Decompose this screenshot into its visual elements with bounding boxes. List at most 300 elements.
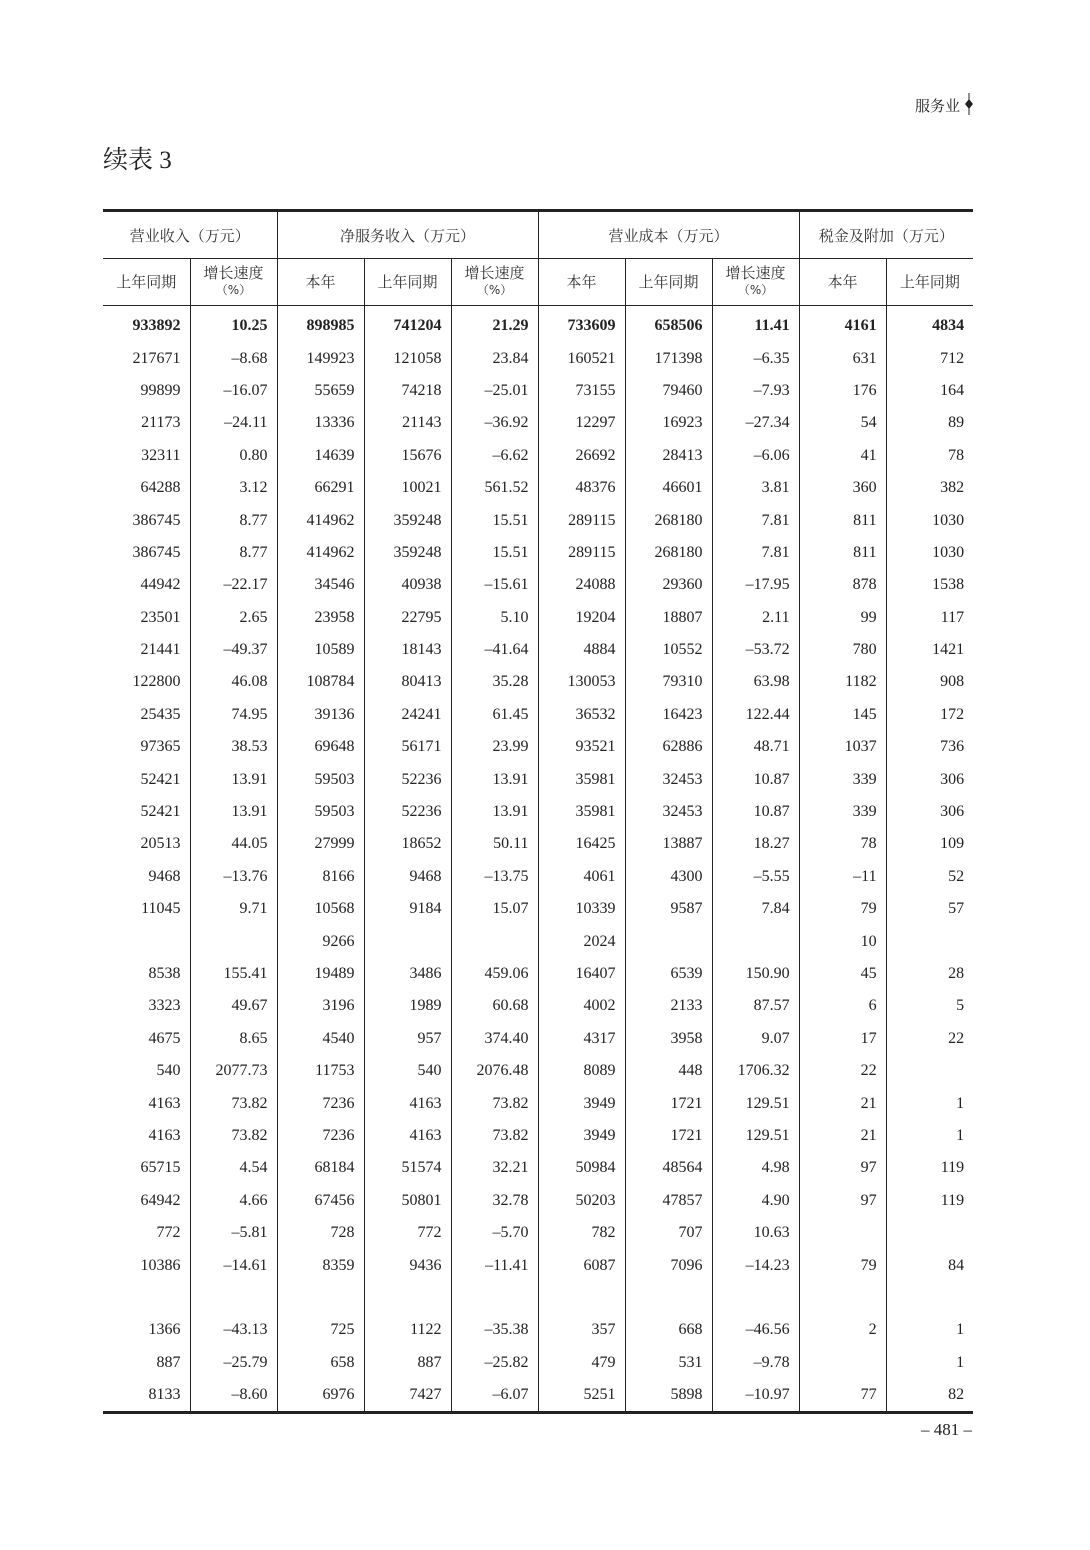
table-cell: 9184 [364, 893, 451, 925]
table-cell [712, 925, 799, 957]
table-cell: 1030 [886, 504, 973, 536]
table-cell [451, 1282, 538, 1314]
table-cell: –35.38 [451, 1314, 538, 1346]
table-cell: 29360 [625, 569, 712, 601]
table-cell: 38.53 [190, 731, 277, 763]
table-cell: 117 [886, 602, 973, 634]
table-cell: 1 [886, 1347, 973, 1379]
table-cell: 21441 [140, 641, 181, 659]
sub-header-cell [538, 259, 625, 306]
table-cell: –5.55 [712, 861, 799, 893]
table-cell: 129.51 [712, 1120, 799, 1152]
table-cell: 73.82 [190, 1120, 277, 1152]
table-cell: 289115 [538, 537, 625, 569]
table-cell: 561.52 [451, 472, 538, 504]
table-cell [538, 1282, 625, 1314]
table-cell: 4300 [625, 861, 712, 893]
table-cell: 360 [799, 472, 886, 504]
table-cell: 780 [799, 634, 886, 666]
table-row [103, 569, 973, 601]
table-cell: 16923 [625, 407, 712, 439]
table-row [103, 504, 973, 536]
table-cell: 78 [886, 440, 973, 472]
table-cell: –15.61 [451, 569, 538, 601]
table-cell: 4163 [148, 1094, 181, 1112]
table-cell: –25.79 [190, 1347, 277, 1379]
table-cell: 1 [886, 1120, 973, 1152]
table-cell: 108784 [277, 666, 364, 698]
table-row [103, 1314, 973, 1346]
table-cell: 23501 [140, 608, 181, 626]
table-cell: 32311 [141, 446, 181, 464]
table-cell: 40938 [364, 569, 451, 601]
table-cell: 414962 [277, 504, 364, 536]
table-cell: 10568 [277, 893, 364, 925]
table-cell: 10.25 [190, 306, 277, 343]
table-cell: 8166 [277, 861, 364, 893]
table-cell: 414962 [277, 537, 364, 569]
table-cell: 15.51 [451, 537, 538, 569]
table-cell: 13.91 [190, 763, 277, 795]
table-cell: 957 [364, 1023, 451, 1055]
sub-header-label: 上年同期 [899, 272, 960, 291]
table-cell [190, 925, 277, 957]
sub-header-row [103, 259, 973, 306]
table-cell: 35.28 [451, 666, 538, 698]
table-cell: 1706.32 [712, 1055, 799, 1087]
table-cell: 14639 [277, 440, 364, 472]
table-cell: 2 [799, 1314, 886, 1346]
table-cell: 109 [886, 828, 973, 860]
diamond-icon [964, 93, 974, 115]
table-cell: 68184 [277, 1152, 364, 1184]
group-header-row [103, 211, 973, 259]
table-cell: 46.08 [190, 666, 277, 698]
table-cell [451, 925, 538, 957]
table-cell: 56171 [364, 731, 451, 763]
table-cell: 3486 [364, 958, 451, 990]
table-cell: 32453 [625, 796, 712, 828]
table-cell: 10386 [140, 1256, 181, 1274]
table-cell: 122.44 [712, 699, 799, 731]
table-cell: 22795 [364, 602, 451, 634]
table-row [103, 1347, 973, 1379]
table-cell: 11.41 [712, 306, 799, 343]
table-row [103, 763, 973, 795]
table-cell: 51574 [364, 1152, 451, 1184]
table-cell: 306 [886, 763, 973, 795]
table-cell: 10552 [625, 634, 712, 666]
table-cell: 48376 [538, 472, 625, 504]
table-row [103, 1379, 973, 1413]
table-cell: 73.82 [190, 1087, 277, 1119]
table-cell: 1721 [625, 1087, 712, 1119]
table-cell [364, 925, 451, 957]
table-cell: 4163 [364, 1087, 451, 1119]
table-cell: 59503 [277, 763, 364, 795]
table-cell: 359248 [364, 537, 451, 569]
table-body [103, 306, 973, 1413]
table-cell: 933892 [132, 317, 181, 335]
table-cell: 99899 [140, 381, 181, 399]
table-cell: 121058 [364, 342, 451, 374]
table-cell: 171398 [625, 342, 712, 374]
table-cell: 459.06 [451, 958, 538, 990]
table-cell: 339 [799, 763, 886, 795]
table-cell: 2077.73 [190, 1055, 277, 1087]
table-cell: 32.21 [451, 1152, 538, 1184]
table-cell: –41.64 [451, 634, 538, 666]
table-cell [886, 1217, 973, 1249]
table-row [103, 1217, 973, 1249]
group-header-taxes-surcharges: 税金及附加（万元） [799, 211, 973, 259]
table-cell: 23.84 [451, 342, 538, 374]
table-cell: 87.57 [712, 990, 799, 1022]
table-cell: 1538 [886, 569, 973, 601]
table-cell: 3.12 [190, 472, 277, 504]
table-cell: 9436 [364, 1249, 451, 1281]
table-cell: 27999 [277, 828, 364, 860]
sub-header-cell [190, 259, 277, 306]
table-cell: 7236 [277, 1120, 364, 1152]
table-cell: 39136 [277, 699, 364, 731]
table-cell: 8089 [538, 1055, 625, 1087]
table-cell: 540 [156, 1062, 181, 1080]
table-cell: –25.01 [451, 375, 538, 407]
table-cell: 15676 [364, 440, 451, 472]
table-cell: 22 [886, 1023, 973, 1055]
table-row [103, 1120, 973, 1152]
table-cell: 150.90 [712, 958, 799, 990]
table-cell: 21143 [364, 407, 451, 439]
table-cell: 67456 [277, 1185, 364, 1217]
table-cell: 65715 [140, 1159, 181, 1177]
table-cell: 35981 [538, 763, 625, 795]
table-cell [103, 925, 190, 957]
table-cell: 34546 [277, 569, 364, 601]
sub-header-label: 增长速度 [725, 264, 786, 282]
table-cell: 811 [799, 504, 886, 536]
table-cell: 73.82 [451, 1087, 538, 1119]
table-cell: –27.34 [712, 407, 799, 439]
table-cell: 48564 [625, 1152, 712, 1184]
table-cell: 741204 [364, 306, 451, 343]
table-cell: 64942 [140, 1191, 181, 1209]
table-cell: 15.51 [451, 504, 538, 536]
table-cell: 17 [799, 1023, 886, 1055]
sub-header-label: 增长速度 [464, 264, 525, 282]
table-cell: –53.72 [712, 634, 799, 666]
table-cell: 3949 [538, 1120, 625, 1152]
table-row [103, 1249, 973, 1281]
table-cell: –16.07 [190, 375, 277, 407]
table-cell: 52236 [364, 796, 451, 828]
table-cell: 4163 [364, 1120, 451, 1152]
table-row [103, 472, 973, 504]
table-row [103, 602, 973, 634]
table-cell: 57 [886, 893, 973, 925]
table-row [103, 537, 973, 569]
table-cell: 811 [799, 537, 886, 569]
table-cell: –8.60 [190, 1379, 277, 1413]
table-cell: 10 [799, 925, 886, 957]
table-cell: 73.82 [451, 1120, 538, 1152]
table-cell: 2076.48 [451, 1055, 538, 1087]
table-cell: 7096 [625, 1249, 712, 1281]
table-cell: 448 [625, 1055, 712, 1087]
table-cell: 13887 [625, 828, 712, 860]
table-cell: 479 [538, 1347, 625, 1379]
table-cell: –5.70 [451, 1217, 538, 1249]
table-cell: 19204 [538, 602, 625, 634]
table-cell: –9.78 [712, 1347, 799, 1379]
table-cell [886, 1282, 973, 1314]
table-cell [277, 1282, 364, 1314]
table-cell: 78 [799, 828, 886, 860]
table-cell: 4161 [799, 306, 886, 343]
table-cell: 97 [799, 1152, 886, 1184]
table-cell: 62886 [625, 731, 712, 763]
table-cell [886, 925, 973, 957]
table-cell: 2024 [538, 925, 625, 957]
table-row [103, 1023, 973, 1055]
table-cell: –6.35 [712, 342, 799, 374]
table-row [103, 828, 973, 860]
table-cell: 4.54 [190, 1152, 277, 1184]
table-cell: 47857 [625, 1185, 712, 1217]
group-header-operating-cost: 营业成本（万元） [538, 211, 799, 259]
table-cell: 631 [799, 342, 886, 374]
table-cell: 8133 [148, 1386, 181, 1404]
table-cell: 5 [886, 990, 973, 1022]
table-cell: 48.71 [712, 731, 799, 763]
table-cell [886, 1055, 973, 1087]
table-cell: 160521 [538, 342, 625, 374]
sub-header-label: 增长速度 [203, 264, 264, 282]
table-cell: 36532 [538, 699, 625, 731]
table-cell: 7.81 [712, 537, 799, 569]
table-cell: 52421 [140, 803, 181, 821]
table-cell: 772 [156, 1224, 181, 1242]
table-cell: 61.45 [451, 699, 538, 731]
table-cell: 122800 [132, 673, 181, 691]
table-cell: 6 [799, 990, 886, 1022]
sub-header-cell [886, 259, 973, 306]
running-head-text: 服务业 [914, 97, 960, 115]
table-cell [799, 1347, 886, 1379]
table-cell: 2.11 [712, 602, 799, 634]
table-cell: 668 [625, 1314, 712, 1346]
table-cell: 531 [625, 1347, 712, 1379]
table-cell: 66291 [277, 472, 364, 504]
table-cell: –46.56 [712, 1314, 799, 1346]
table-cell: –6.07 [451, 1379, 538, 1413]
table-cell: 3949 [538, 1087, 625, 1119]
table-cell: 339 [799, 796, 886, 828]
table-cell: 60.68 [451, 990, 538, 1022]
sub-header-label: 上年同期 [116, 272, 177, 291]
table-cell: 5898 [625, 1379, 712, 1413]
table-cell: 9.71 [190, 893, 277, 925]
table-cell: 4.66 [190, 1185, 277, 1217]
table-cell: 63.98 [712, 666, 799, 698]
table-cell [364, 1282, 451, 1314]
table-row [103, 1087, 973, 1119]
table-row [103, 306, 973, 343]
table-cell: 77 [799, 1379, 886, 1413]
table-cell: 79460 [625, 375, 712, 407]
table-cell: 8359 [277, 1249, 364, 1281]
table-cell: 28413 [625, 440, 712, 472]
table-cell: 8.77 [190, 504, 277, 536]
table-cell: 2.65 [190, 602, 277, 634]
table-cell: 8.77 [190, 537, 277, 569]
sub-header-cell [277, 259, 364, 306]
table-cell: 26692 [538, 440, 625, 472]
table-cell [712, 1282, 799, 1314]
sub-header-unit: （%） [476, 283, 513, 297]
table-cell: 73155 [538, 375, 625, 407]
table-cell: 41 [799, 440, 886, 472]
table-cell: –24.11 [190, 407, 277, 439]
table-cell: –49.37 [190, 634, 277, 666]
table-cell: 45 [799, 958, 886, 990]
table-row [103, 958, 973, 990]
table-cell: 11753 [277, 1055, 364, 1087]
table-cell [103, 1282, 190, 1314]
table-cell: –25.82 [451, 1347, 538, 1379]
table-row [103, 1152, 973, 1184]
table-row [103, 666, 973, 698]
table-cell: –17.95 [712, 569, 799, 601]
table-cell: 28 [886, 958, 973, 990]
table-cell: 357 [538, 1314, 625, 1346]
table-cell: 99 [799, 602, 886, 634]
sub-header-cell [451, 259, 538, 306]
table-cell: 736 [886, 731, 973, 763]
table-cell: 878 [799, 569, 886, 601]
table-cell: 13.91 [190, 796, 277, 828]
table-cell: 5251 [538, 1379, 625, 1413]
table-row [103, 925, 973, 957]
table-cell: 130053 [538, 666, 625, 698]
table-cell [799, 1282, 886, 1314]
table-cell: 4002 [538, 990, 625, 1022]
table-row [103, 1185, 973, 1217]
table-cell: 4163 [148, 1126, 181, 1144]
sub-header-cell [712, 259, 799, 306]
table-cell: 18143 [364, 634, 451, 666]
sub-header-label: 上年同期 [377, 272, 438, 291]
table-cell: 9266 [277, 925, 364, 957]
table-cell: 4884 [538, 634, 625, 666]
table-row [103, 634, 973, 666]
table-cell: 658506 [625, 306, 712, 343]
table-cell: 13.91 [451, 796, 538, 828]
group-header-operating-revenue: 营业收入（万元） [103, 211, 277, 259]
table-cell: 11045 [141, 900, 181, 918]
table-cell: 24241 [364, 699, 451, 731]
table-row [103, 375, 973, 407]
table-cell: 10021 [364, 472, 451, 504]
table-cell: 1 [886, 1087, 973, 1119]
sub-header-unit: （%） [737, 283, 774, 297]
table-row [103, 1282, 973, 1314]
table-cell: 18.27 [712, 828, 799, 860]
table-cell: 1721 [625, 1120, 712, 1152]
table-cell: 10.87 [712, 763, 799, 795]
table-cell: 13.91 [451, 763, 538, 795]
table-cell: 22 [799, 1055, 886, 1087]
table-cell: 5.10 [451, 602, 538, 634]
table-cell: 10339 [538, 893, 625, 925]
table-cell: 18652 [364, 828, 451, 860]
table-cell: 3.81 [712, 472, 799, 504]
table-cell [799, 1217, 886, 1249]
table-cell: –11.41 [451, 1249, 538, 1281]
table-cell: 50984 [538, 1152, 625, 1184]
table-cell: 359248 [364, 504, 451, 536]
sub-header-label: 本年 [566, 272, 597, 291]
table-cell: 69648 [277, 731, 364, 763]
table-cell: 119 [886, 1185, 973, 1217]
table-cell: 84 [886, 1249, 973, 1281]
table-cell: 4675 [148, 1029, 181, 1047]
table-cell: –13.75 [451, 861, 538, 893]
table-cell: 97 [799, 1185, 886, 1217]
table-cell: 0.80 [190, 440, 277, 472]
table-cell: 386745 [132, 511, 181, 529]
table-cell: 9587 [625, 893, 712, 925]
table-cell: 887 [364, 1347, 451, 1379]
table-cell: 59503 [277, 796, 364, 828]
table-row [103, 407, 973, 439]
table-row [103, 699, 973, 731]
running-head [880, 93, 980, 117]
table-cell: 52 [886, 861, 973, 893]
sub-header-cell [364, 259, 451, 306]
table-cell: 8.65 [190, 1023, 277, 1055]
table-cell: 13336 [277, 407, 364, 439]
table-cell: 9.07 [712, 1023, 799, 1055]
table-cell: 74.95 [190, 699, 277, 731]
sub-header-label: 本年 [305, 272, 336, 291]
sub-header-label: 本年 [827, 272, 858, 291]
table-cell: 3323 [148, 997, 181, 1015]
table-cell: 4.98 [712, 1152, 799, 1184]
table-cell: 1037 [799, 731, 886, 763]
table-cell: 4834 [886, 306, 973, 343]
table-cell: 50203 [538, 1185, 625, 1217]
table-cell [625, 925, 712, 957]
table-cell: 10.87 [712, 796, 799, 828]
table-cell: 7.81 [712, 504, 799, 536]
table-cell: 21 [799, 1120, 886, 1152]
table-cell: 145 [799, 699, 886, 731]
table-cell: 52236 [364, 763, 451, 795]
table-cell: 35981 [538, 796, 625, 828]
table-cell: 289115 [538, 504, 625, 536]
table-cell: 7427 [364, 1379, 451, 1413]
table-cell: 6976 [277, 1379, 364, 1413]
table-cell: 306 [886, 796, 973, 828]
table-cell: 725 [277, 1314, 364, 1346]
table-cell: 2133 [625, 990, 712, 1022]
table-cell: –14.61 [190, 1249, 277, 1281]
group-header-net-service-revenue: 净服务收入（万元） [277, 211, 538, 259]
table-cell: 89 [886, 407, 973, 439]
table-cell: 176 [799, 375, 886, 407]
